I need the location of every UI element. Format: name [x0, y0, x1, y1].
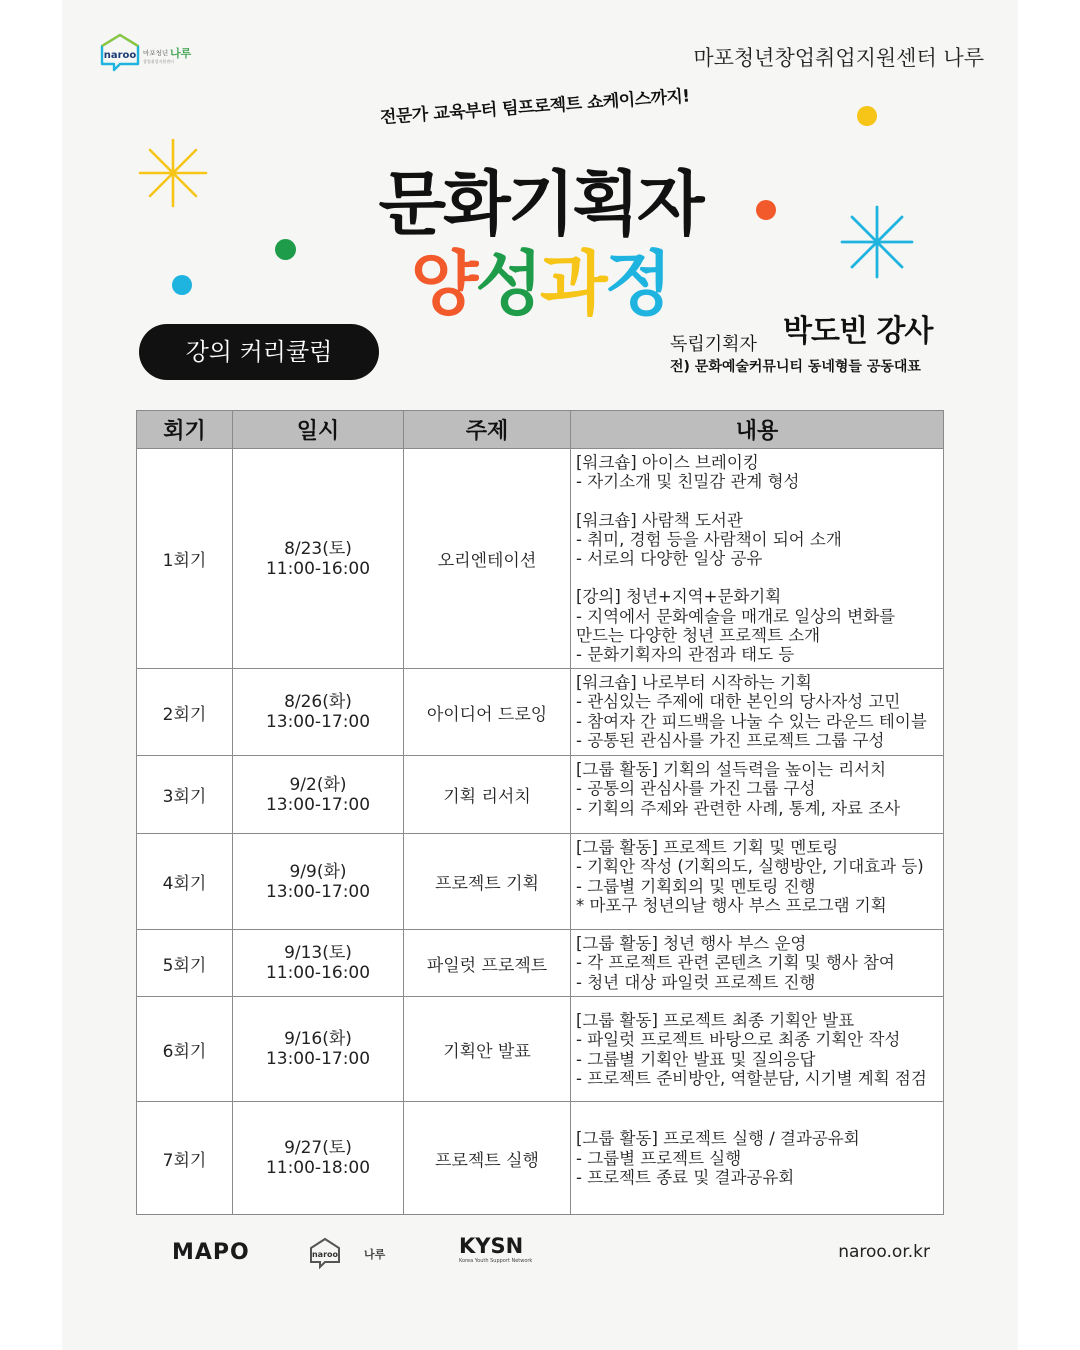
- naroo-logo: [98, 32, 198, 74]
- website-url: naroo.or.kr: [838, 1242, 930, 1262]
- content-cell: [그룹 활동] 기획의 설득력을 높이는 리서치 - 공통의 관심사를 가진 그룹 구성 - 기획의 주제와 관련한 사례, 통계, 자료 조사: [571, 756, 944, 834]
- table-row: [137, 930, 944, 997]
- time: 13:00-17:00: [265, 881, 371, 902]
- curriculum-label: 강의 커리큘럼: [139, 324, 379, 380]
- logo-sub: 창업취업지원센터: [143, 59, 174, 64]
- time: 11:00-16:00: [265, 558, 371, 579]
- header-date: 일시: [233, 411, 404, 449]
- date: 8/23(토): [284, 538, 352, 559]
- topic-cell: 파일럿 프로젝트: [404, 930, 571, 997]
- time: 13:00-17:00: [265, 1049, 371, 1070]
- header-round: 회기: [137, 411, 233, 449]
- title-char: 과: [540, 243, 605, 325]
- topic-cell: 프로젝트 실행: [404, 1102, 571, 1215]
- logo-text1: 마포청년: [143, 49, 169, 57]
- date-cell: [233, 669, 404, 756]
- kysn-logo: [459, 1234, 532, 1264]
- round-cell: 7회기: [137, 1102, 233, 1215]
- topic-cell: 아이디어 드로잉: [404, 669, 571, 756]
- content-cell: [그룹 활동] 청년 행사 부스 운영 - 각 프로젝트 관련 콘텐츠 기획 및 행사 참여 - 청년 대상 파일럿 프로젝트 진행: [571, 930, 944, 997]
- header-topic: 주제: [404, 411, 571, 449]
- logo-word: naroo: [103, 50, 137, 61]
- title-char: 성: [475, 243, 540, 325]
- date: 9/13(토): [284, 943, 352, 964]
- kysn-sub: Korea Youth Support Network: [459, 1258, 533, 1264]
- content-cell: [워크숍] 아이스 브레이킹 - 자기소개 및 친밀감 관계 형성 [워크숍] 사람책 도서관 - 취미, 경험 등을 사람책이 되어 소개 - 서로의 다양한 일상 공유 [강의] 청년+지역+문화기획 - 지역에서 문화예술을 매개로 일상의 변화를 만드는 다양한 청년 프로젝트 소개 - 문화기획자의 관점과 태도 등: [571, 449, 944, 669]
- kysn-text: KYSN: [459, 1234, 524, 1258]
- content-cell: [그룹 활동] 프로젝트 기획 및 멘토링 - 기획안 작성 (기획의도, 실행방안, 기대효과 등) - 그룹별 기획회의 및 멘토링 진행 * 마포구 청년의날 행사 부스 프로그램 기획: [571, 834, 944, 930]
- round-cell: 5회기: [137, 930, 233, 997]
- date-cell: [233, 449, 404, 669]
- footer-naroo-logo: [308, 1236, 390, 1270]
- center-name: 마포청년창업취업지원센터 나루: [693, 46, 984, 70]
- date-cell: [233, 930, 404, 997]
- content-cell: [그룹 활동] 프로젝트 최종 기획안 발표 - 파일럿 프로젝트 바탕으로 최종 기획안 작성 - 그룹별 기획안 발표 및 질의응답 - 프로젝트 준비방안, 역할분담, 시기별 계획 점검: [571, 997, 944, 1102]
- lecturer-previous: 전) 문화예술커뮤니티 동네형들 공동대표: [670, 359, 921, 375]
- table-header-row: [137, 411, 944, 449]
- title-char: 정: [604, 243, 670, 325]
- date: 9/9(화): [289, 861, 347, 882]
- time: 11:00-16:00: [265, 963, 371, 984]
- topic-cell: 기획안 발표: [404, 997, 571, 1102]
- table-row: [137, 756, 944, 834]
- date: 8/26(화): [284, 692, 352, 713]
- round-cell: 1회기: [137, 449, 233, 669]
- table-row: [137, 669, 944, 756]
- topic-cell: 기획 리서치: [404, 756, 571, 834]
- time: 11:00-18:00: [265, 1158, 371, 1179]
- topic-cell: 오리엔테이션: [404, 449, 571, 669]
- table-row: [137, 834, 944, 930]
- footer-naroo-text: 나루: [364, 1248, 386, 1261]
- date-cell: [233, 834, 404, 930]
- lecturer-name: 박도빈 강사: [783, 314, 933, 349]
- footer-naroo-word: naroo: [311, 1250, 339, 1259]
- logo-text2: 나루: [170, 47, 192, 60]
- round-cell: 2회기: [137, 669, 233, 756]
- date: 9/2(화): [289, 774, 347, 795]
- round-cell: 6회기: [137, 997, 233, 1102]
- date: 9/27(토): [284, 1138, 352, 1159]
- content-cell: [워크숍] 나로부터 시작하는 기획 - 관심있는 주제에 대한 본인의 당사자성 고민 - 참여자 간 피드백을 나눌 수 있는 라운드 테이블 - 공통된 관심사를 가진 프로젝트 그룹 구성: [571, 669, 944, 756]
- mapo-logo: MAPO: [172, 1240, 250, 1265]
- date: 9/16(화): [284, 1029, 352, 1050]
- table-row: [137, 1102, 944, 1215]
- date-cell: [233, 997, 404, 1102]
- lecturer-role: 독립기획자: [670, 334, 757, 355]
- round-cell: 4회기: [137, 834, 233, 930]
- round-cell: 3회기: [137, 756, 233, 834]
- slogan: 전문가 교육부터 팀프로젝트 쇼케이스까지!: [379, 86, 691, 128]
- table-row: [137, 449, 944, 669]
- yellow-dot: [857, 106, 877, 126]
- curriculum-table: [136, 410, 944, 1215]
- title-line1: 문화기획자: [378, 163, 702, 245]
- date-cell: [233, 1102, 404, 1215]
- time: 13:00-17:00: [265, 794, 371, 815]
- table-row: [137, 997, 944, 1102]
- topic-cell: 프로젝트 기획: [404, 834, 571, 930]
- header-content: 내용: [571, 411, 944, 449]
- time: 13:00-17:00: [265, 712, 371, 733]
- content-cell: [그룹 활동] 프로젝트 실행 / 결과공유회 - 그룹별 프로젝트 실행 - 프로젝트 종료 및 결과공유회: [571, 1102, 944, 1215]
- title-char: 양: [410, 243, 476, 325]
- date-cell: [233, 756, 404, 834]
